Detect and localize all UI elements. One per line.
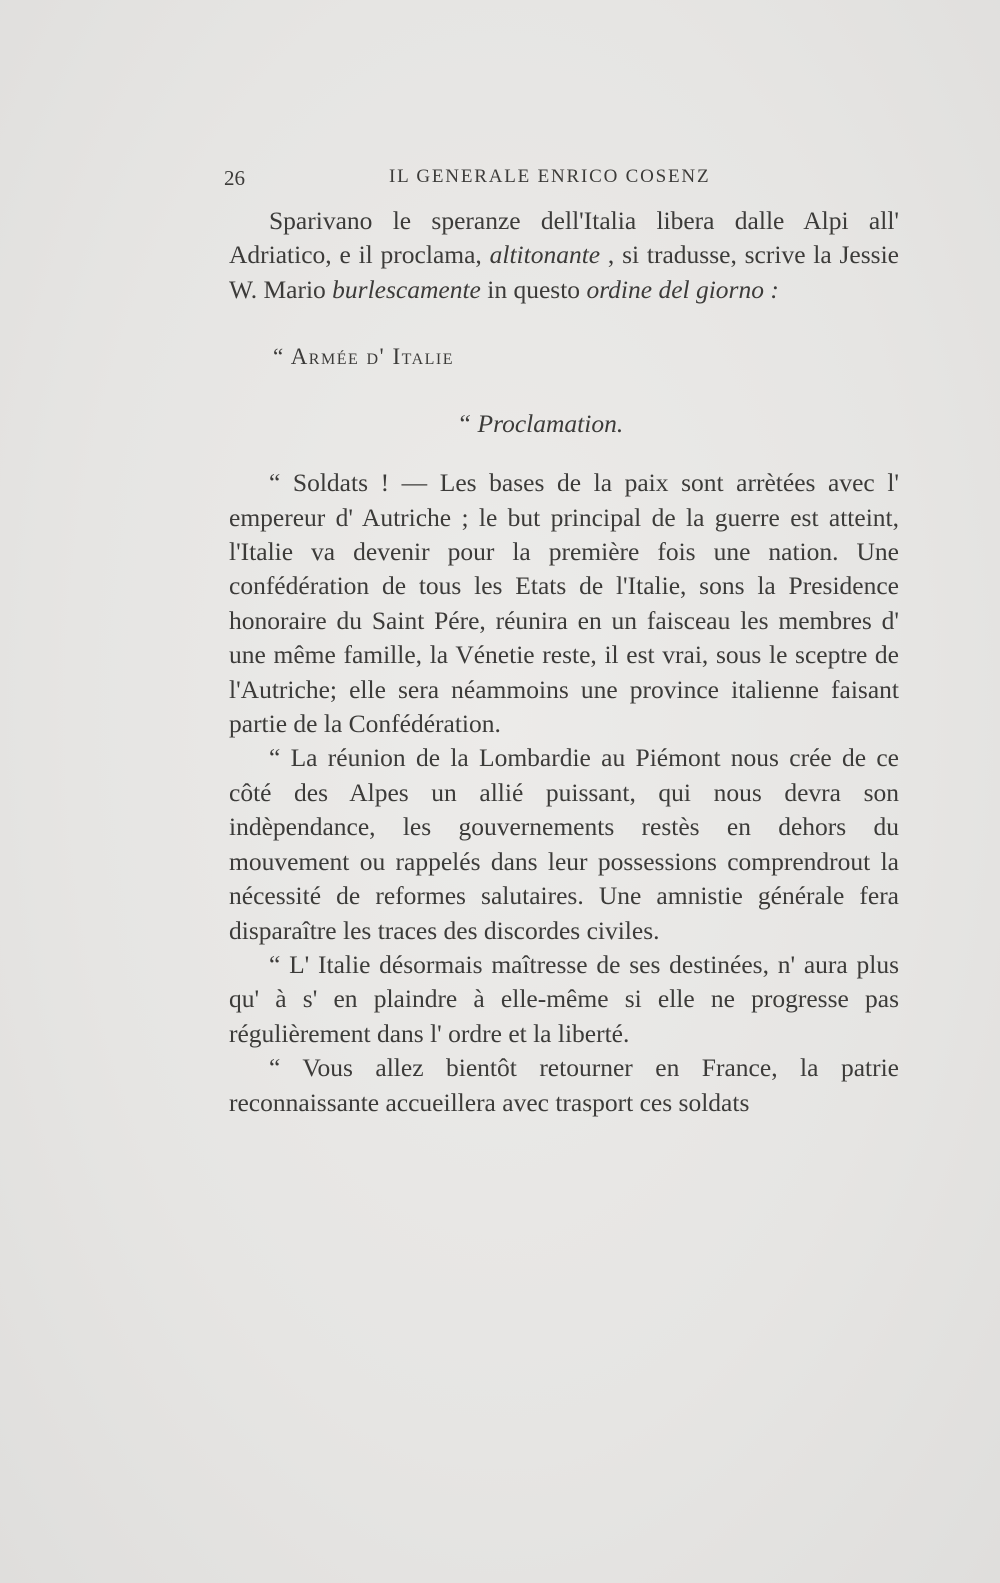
text-block (224, 160, 899, 1120)
armee-heading: “ Armée d' Italie (273, 344, 455, 370)
intro-text-1: Sparivano le speranze dell'Italia libera dalle Alpi all' Adriatico, e il proclama, (229, 206, 899, 270)
proclamation-heading: “ Proclamation. (457, 409, 624, 439)
intro-paragraph (229, 204, 899, 307)
running-head (224, 160, 899, 200)
body-paragraph: “ L' Italie désormais maîtresse de ses destinées, n' aura plus qu' à s' en plaindre à elle-même si elle ne progresse pas régulièrement dans l' ordre et la liberté. (229, 949, 899, 1048)
body-paragraph: “ Vous allez bientôt retourner en France, la patrie reconnaissante accueillera avec trasport ces soldats (229, 1053, 899, 1117)
page-number: 26 (224, 166, 245, 190)
body-paragraph: “ Soldats ! — Les bases de la paix sont arrètées avec l' empereur d' Autriche ; le but principal de la guerre est atteint, l'Italie va devenir pour la première fois une nation. Une confédération de tous les Etats de l'Italie, sons la Presidence honoraire du Saint Pére, réunira en un faisceau les membres d' une même famille, la Vénetie reste, il est vrai, sous le sceptre de l'Autriche; elle sera néammoins une province italienne faisant partie de la Confédération. (229, 468, 899, 739)
body-paragraph: “ La réunion de la Lombardie au Piémont nous crée de ce côté des Alpes un allié puissant, qui nous devra son indèpendance, les gouvernements restès en dehors du mouvement ou rappelés dans leur possessions comprendrout la nécessité de reformes salutaires. Une amnistie générale fera disparaître les traces des discordes civiles. (229, 743, 899, 945)
intro-text-3: in questo (480, 274, 587, 304)
running-title: IL GENERALE ENRICO COSENZ (389, 166, 711, 187)
intro-italic-1: altitonante (489, 240, 601, 270)
intro-italic-3: ordine del giorno : (586, 274, 779, 304)
intro-text-2: , si tradusse, scrive la Jessie W. Mario (229, 240, 899, 304)
intro-italic-2: burlescamente (332, 274, 481, 304)
